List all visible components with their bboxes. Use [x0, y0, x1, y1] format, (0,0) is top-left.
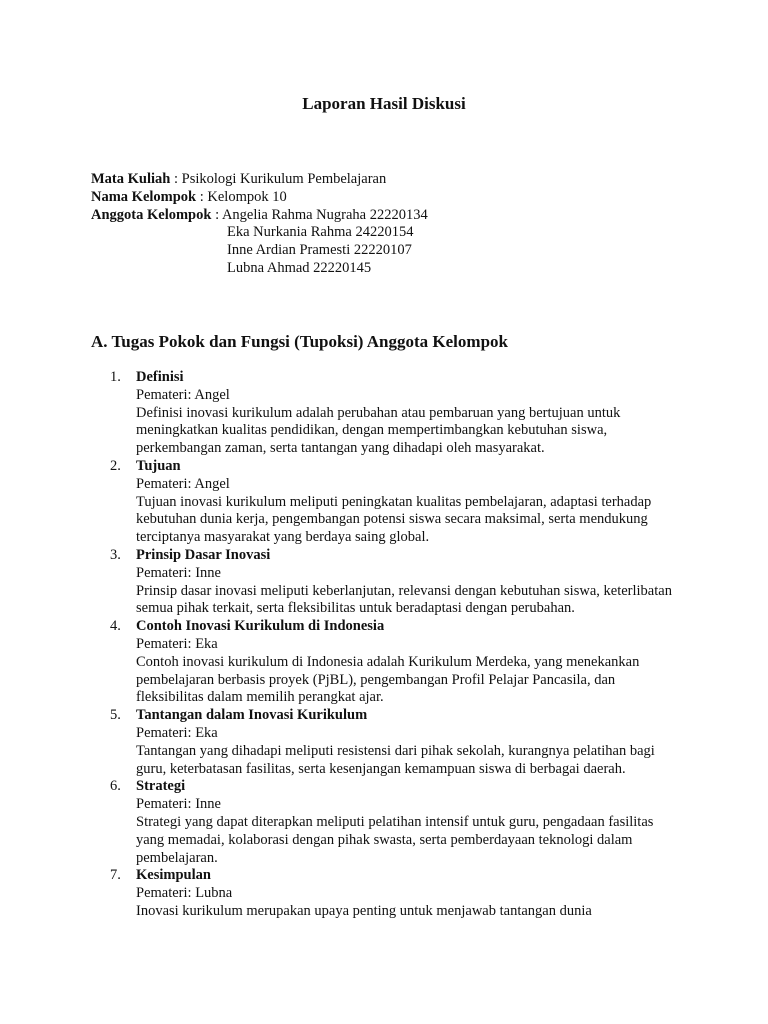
course-label: Mata Kuliah: [91, 171, 171, 187]
group-value: : Kelompok 10: [196, 188, 287, 205]
topic-item: [110, 369, 684, 458]
topic-number: 3.: [110, 546, 121, 563]
member-name: Angelia Rahma Nugraha 22220134: [221, 206, 428, 223]
topic-number: 5.: [110, 707, 121, 724]
course-value: : Psikologi Kurikulum Pembelajaran: [170, 171, 387, 187]
topic-description: Tantangan yang dihadapi meliputi resistensi dari pihak sekolah, kurangnya pelatihan bagi guru, keterbatasan fasilitas, serta kesenjangan kemampuan siswa di berbagai daerah.: [136, 742, 655, 777]
topic-number: 7.: [110, 867, 121, 884]
topic-speaker: Pemateri: Lubna: [136, 885, 233, 902]
topic-description: Strategi yang dapat diterapkan meliputi pelatihan intensif untuk guru, pengadaan fasilitas yang memadai, kolaborasi dengan pihak swasta, serta pemberdayaan teknologi dalam pembelajaran.: [136, 813, 654, 866]
topic-title: Definisi: [136, 369, 184, 385]
topic-item: [110, 457, 684, 547]
topic-description: Contoh inovasi kurikulum di Indonesia adalah Kurikulum Merdeka, yang menekankan pembelajaran berbasis proyek (PjBL), pengembangan Profil Pelajar Pancasila, dan fleksibilitas dalam memilih perangkat ajar.: [136, 653, 640, 706]
members-separator: :: [211, 206, 222, 223]
topic-speaker: Pemateri: Angel: [136, 475, 230, 492]
topic-number: 6.: [110, 778, 121, 795]
course-row: [91, 171, 428, 189]
group-row: [91, 189, 428, 207]
members-label: Anggota Kelompok: [91, 206, 212, 223]
topic-speaker: Pemateri: Inne: [136, 796, 221, 813]
topic-description: Prinsip dasar inovasi meliputi keberlanjutan, relevansi dengan kebutuhan siswa, keterlibatan semua pihak terkait, serta fleksibilitas untuk beradaptasi dengan perubahan.: [136, 582, 672, 617]
topic-number: 4.: [110, 618, 121, 635]
document-title: Laporan Hasil Diskusi: [302, 94, 466, 113]
member-item: [91, 224, 428, 242]
topic-description: Inovasi kurikulum merupakan upaya penting untuk menjawab tantangan dunia: [136, 902, 592, 919]
member-item: [91, 242, 428, 260]
member-name: Eka Nurkania Rahma 24220154: [227, 224, 414, 241]
section-heading: A. Tugas Pokok dan Fungsi (Tupoksi) Anggota Kelompok: [91, 332, 508, 351]
topic-item: [110, 778, 684, 867]
topic-title: Tujuan: [136, 457, 181, 474]
topic-speaker: Pemateri: Eka: [136, 724, 218, 741]
member-list: [91, 207, 428, 278]
topic-speaker: Pemateri: Eka: [136, 635, 218, 652]
topic-title: Kesimpulan: [136, 867, 211, 884]
topic-item: [110, 618, 684, 707]
member-item: [91, 207, 428, 225]
topic-item: [110, 707, 684, 778]
topic-speaker: Pemateri: Angel: [136, 386, 230, 403]
member-name: Inne Ardian Pramesti 22220107: [227, 242, 412, 259]
document-meta: [91, 171, 428, 278]
topic-item: [110, 867, 684, 920]
topic-item: [110, 546, 684, 618]
topic-description: Definisi inovasi kurikulum adalah perubahan atau pembaruan yang bertujuan untuk meningkatkan kualitas pendidikan, dengan mempertimbangkan kebutuhan siswa, perkembangan zaman, serta tantangan yang dihadapi oleh masyarakat.: [136, 404, 621, 457]
topic-title: Contoh Inovasi Kurikulum di Indonesia: [136, 618, 385, 635]
topic-list: [110, 369, 684, 921]
group-label: Nama Kelompok: [91, 188, 197, 205]
topic-number: 2.: [110, 457, 121, 474]
topic-speaker: Pemateri: Inne: [136, 564, 221, 581]
member-item: [91, 260, 428, 278]
member-name: Lubna Ahmad 22220145: [227, 259, 372, 276]
topic-title: Prinsip Dasar Inovasi: [136, 546, 271, 563]
topic-title: Tantangan dalam Inovasi Kurikulum: [136, 707, 368, 724]
topic-description: Tujuan inovasi kurikulum meliputi peningkatan kualitas pembelajaran, adaptasi terhadap kebutuhan dunia kerja, pengembangan potensi siswa secara maksimal, serta mendukung terciptanya masyarakat yang berdaya saing global.: [136, 493, 652, 546]
topic-number: 1.: [110, 369, 121, 385]
topic-title: Strategi: [136, 778, 186, 795]
